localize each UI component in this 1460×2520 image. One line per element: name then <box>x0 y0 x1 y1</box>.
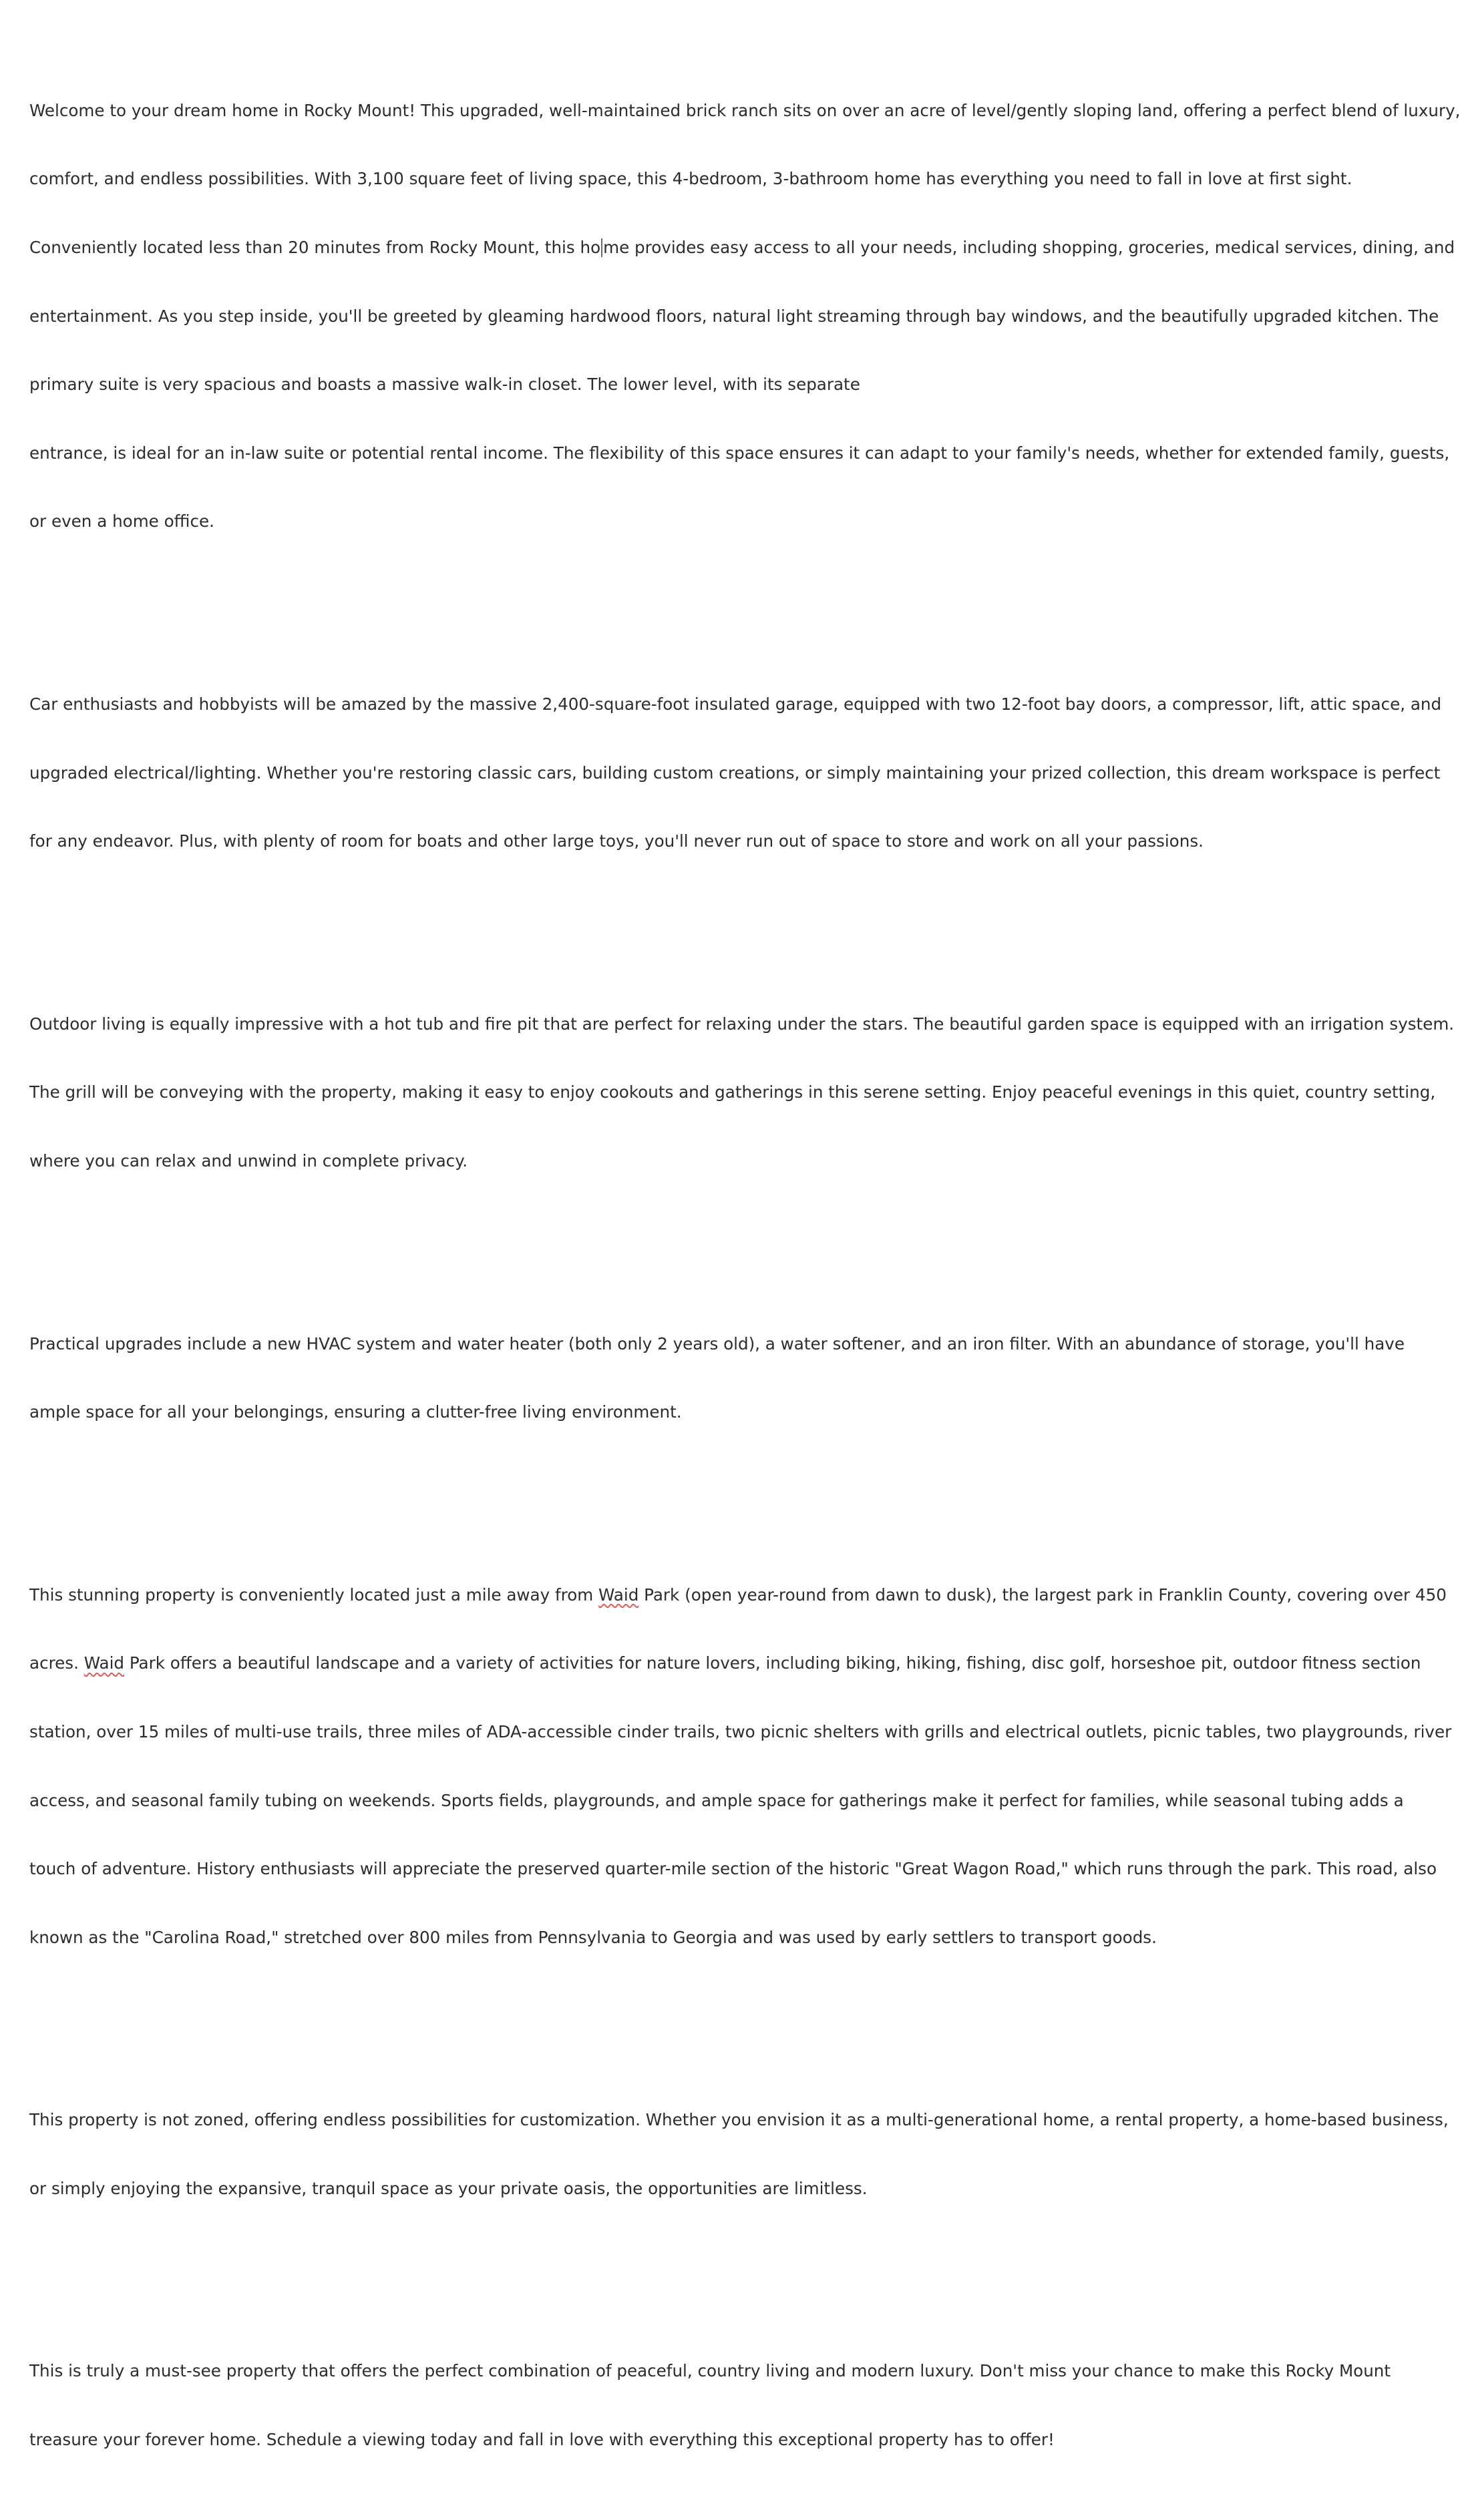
paragraph-5-line-3: station, over 15 miles of multi-use trails, three miles of ADA-accessible cinder trails, two picnic shelters with grills and electrical outlets, picnic tables, two playgrounds, river <box>29 1721 1452 1741</box>
paragraph-1-line-2: comfort, and endless possibilities. With 3,100 square feet of living space, this 4-bedroom, 3-bathroom home has everything you need to fall in love at first sight. <box>29 169 1352 189</box>
document-body[interactable] <box>29 8 1459 2520</box>
paragraph-7-line-2: treasure your forever home. Schedule a viewing today and fall in love with everything this exceptional property has to offer! <box>29 2430 1055 2450</box>
paragraph-2-line-1: Car enthusiasts and hobbyists will be amazed by the massive 2,400-square-foot insulated garage, equipped with two 12-foot bay doors, a compressor, lift, attic space, and <box>29 694 1442 714</box>
text-caret <box>601 238 602 257</box>
misspelled-word[interactable]: Waid <box>598 1585 639 1605</box>
paragraph-3-line-3: where you can relax and unwind in complete privacy. <box>29 1150 468 1171</box>
paragraph-7-line-1: This is truly a must-see property that offers the perfect combination of peaceful, country living and modern luxury. Don't miss your chance to make this Rocky Mount <box>29 2361 1391 2381</box>
paragraph-5-line-6: known as the "Carolina Road," stretched over 800 miles from Pennsylvania to Georgia and was used by early settlers to transport goods. <box>29 1927 1157 1947</box>
paragraph-1-line-1: Welcome to your dream home in Rocky Mount! This upgraded, well-maintained brick ranch sits on over an acre of level/gently sloping land, offering a perfect blend of luxury, <box>29 100 1460 120</box>
paragraph-5-line-2-start: acres. <box>29 1653 84 1673</box>
paragraph-2-line-2: upgraded electrical/lighting. Whether you're restoring classic cars, building custom creations, or simply maintaining your prized collection, this dream workspace is perfect <box>29 763 1441 783</box>
paragraph-1-line-3-after-caret: me provides easy access to all your needs, including shopping, groceries, medical services, dining, and <box>603 238 1455 257</box>
paragraph-break <box>29 579 1459 602</box>
paragraph-6-line-2: or simply enjoying the expansive, tranquil space as your private oasis, the opportunities are limitless. <box>29 2178 868 2198</box>
paragraph-1-line-6: entrance, is ideal for an in-law suite or potential rental income. The flexibility of this space ensures it can adapt to your family's needs, whether for extended family, guests, <box>29 443 1450 463</box>
paragraph-4-line-1: Practical upgrades include a new HVAC system and water heater (both only 2 years old), a water softener, and an iron filter. With an abundance of storage, you'll have <box>29 1333 1405 1353</box>
paragraph-1-line-3-before-caret: Conveniently located less than 20 minutes from Rocky Mount, this ho <box>29 238 601 257</box>
misspelled-word[interactable]: Waid <box>83 1653 125 1673</box>
paragraph-3-line-1: Outdoor living is equally impressive with a hot tub and fire pit that are perfect for relaxing under the stars. The beautiful garden space is equipped with an irrigation system. <box>29 1014 1455 1034</box>
paragraph-5-line-1 <box>29 1584 1459 1607</box>
paragraph-1-line-7: or even a home office. <box>29 511 214 532</box>
paragraph-break <box>29 899 1459 921</box>
paragraph-1-line-4: entertainment. As you step inside, you'll be greeted by gleaming hardwood floors, natural light streaming through bay windows, and the beautifully upgraded kitchen. The <box>29 306 1439 326</box>
paragraph-1-line-5: primary suite is very spacious and boasts a massive walk-in closet. The lower level, with its separate <box>29 375 860 395</box>
paragraph-break <box>29 2246 1459 2268</box>
paragraph-break <box>29 1994 1459 2017</box>
paragraph-2-line-3: for any endeavor. Plus, with plenty of room for boats and other large toys, you'll never run out of space to store and work on all your passions. <box>29 831 1204 851</box>
paragraph-5-line-2 <box>29 1652 1459 1675</box>
paragraph-1-line-3 <box>29 236 1459 259</box>
paragraph-5-line-5: touch of adventure. History enthusiasts will appreciate the preserved quarter-mile section of the historic "Great Wagon Road," which runs through the park. This road, also <box>29 1859 1437 1879</box>
paragraph-break <box>29 1470 1459 1492</box>
paragraph-3-line-2: The grill will be conveying with the property, making it easy to enjoy cookouts and gatherings in this serene setting. Enjoy peaceful evenings in this quiet, country setting, <box>29 1082 1436 1102</box>
paragraph-5-line-1-start: This stunning property is conveniently located just a mile away from <box>29 1585 599 1605</box>
paragraph-5-line-1-end: Park (open year-round from dawn to dusk), the largest park in Franklin County, covering over 450 <box>638 1585 1447 1605</box>
paragraph-break <box>29 1219 1459 1241</box>
paragraph-6-line-1: This property is not zoned, offering endless possibilities for customization. Whether you envision it as a multi-generational home, a rental property, a home-based business, <box>29 2110 1449 2130</box>
paragraph-4-line-2: ample space for all your belongings, ensuring a clutter-free living environment. <box>29 1402 682 1422</box>
paragraph-5-line-4: access, and seasonal family tubing on weekends. Sports fields, playgrounds, and ample space for gatherings make it perfect for families, while seasonal tubing adds a <box>29 1790 1404 1810</box>
paragraph-5-line-2-end: Park offers a beautiful landscape and a variety of activities for nature lovers, including biking, hiking, fishing, disc golf, horseshoe pit, outdoor fitness section <box>124 1653 1421 1673</box>
